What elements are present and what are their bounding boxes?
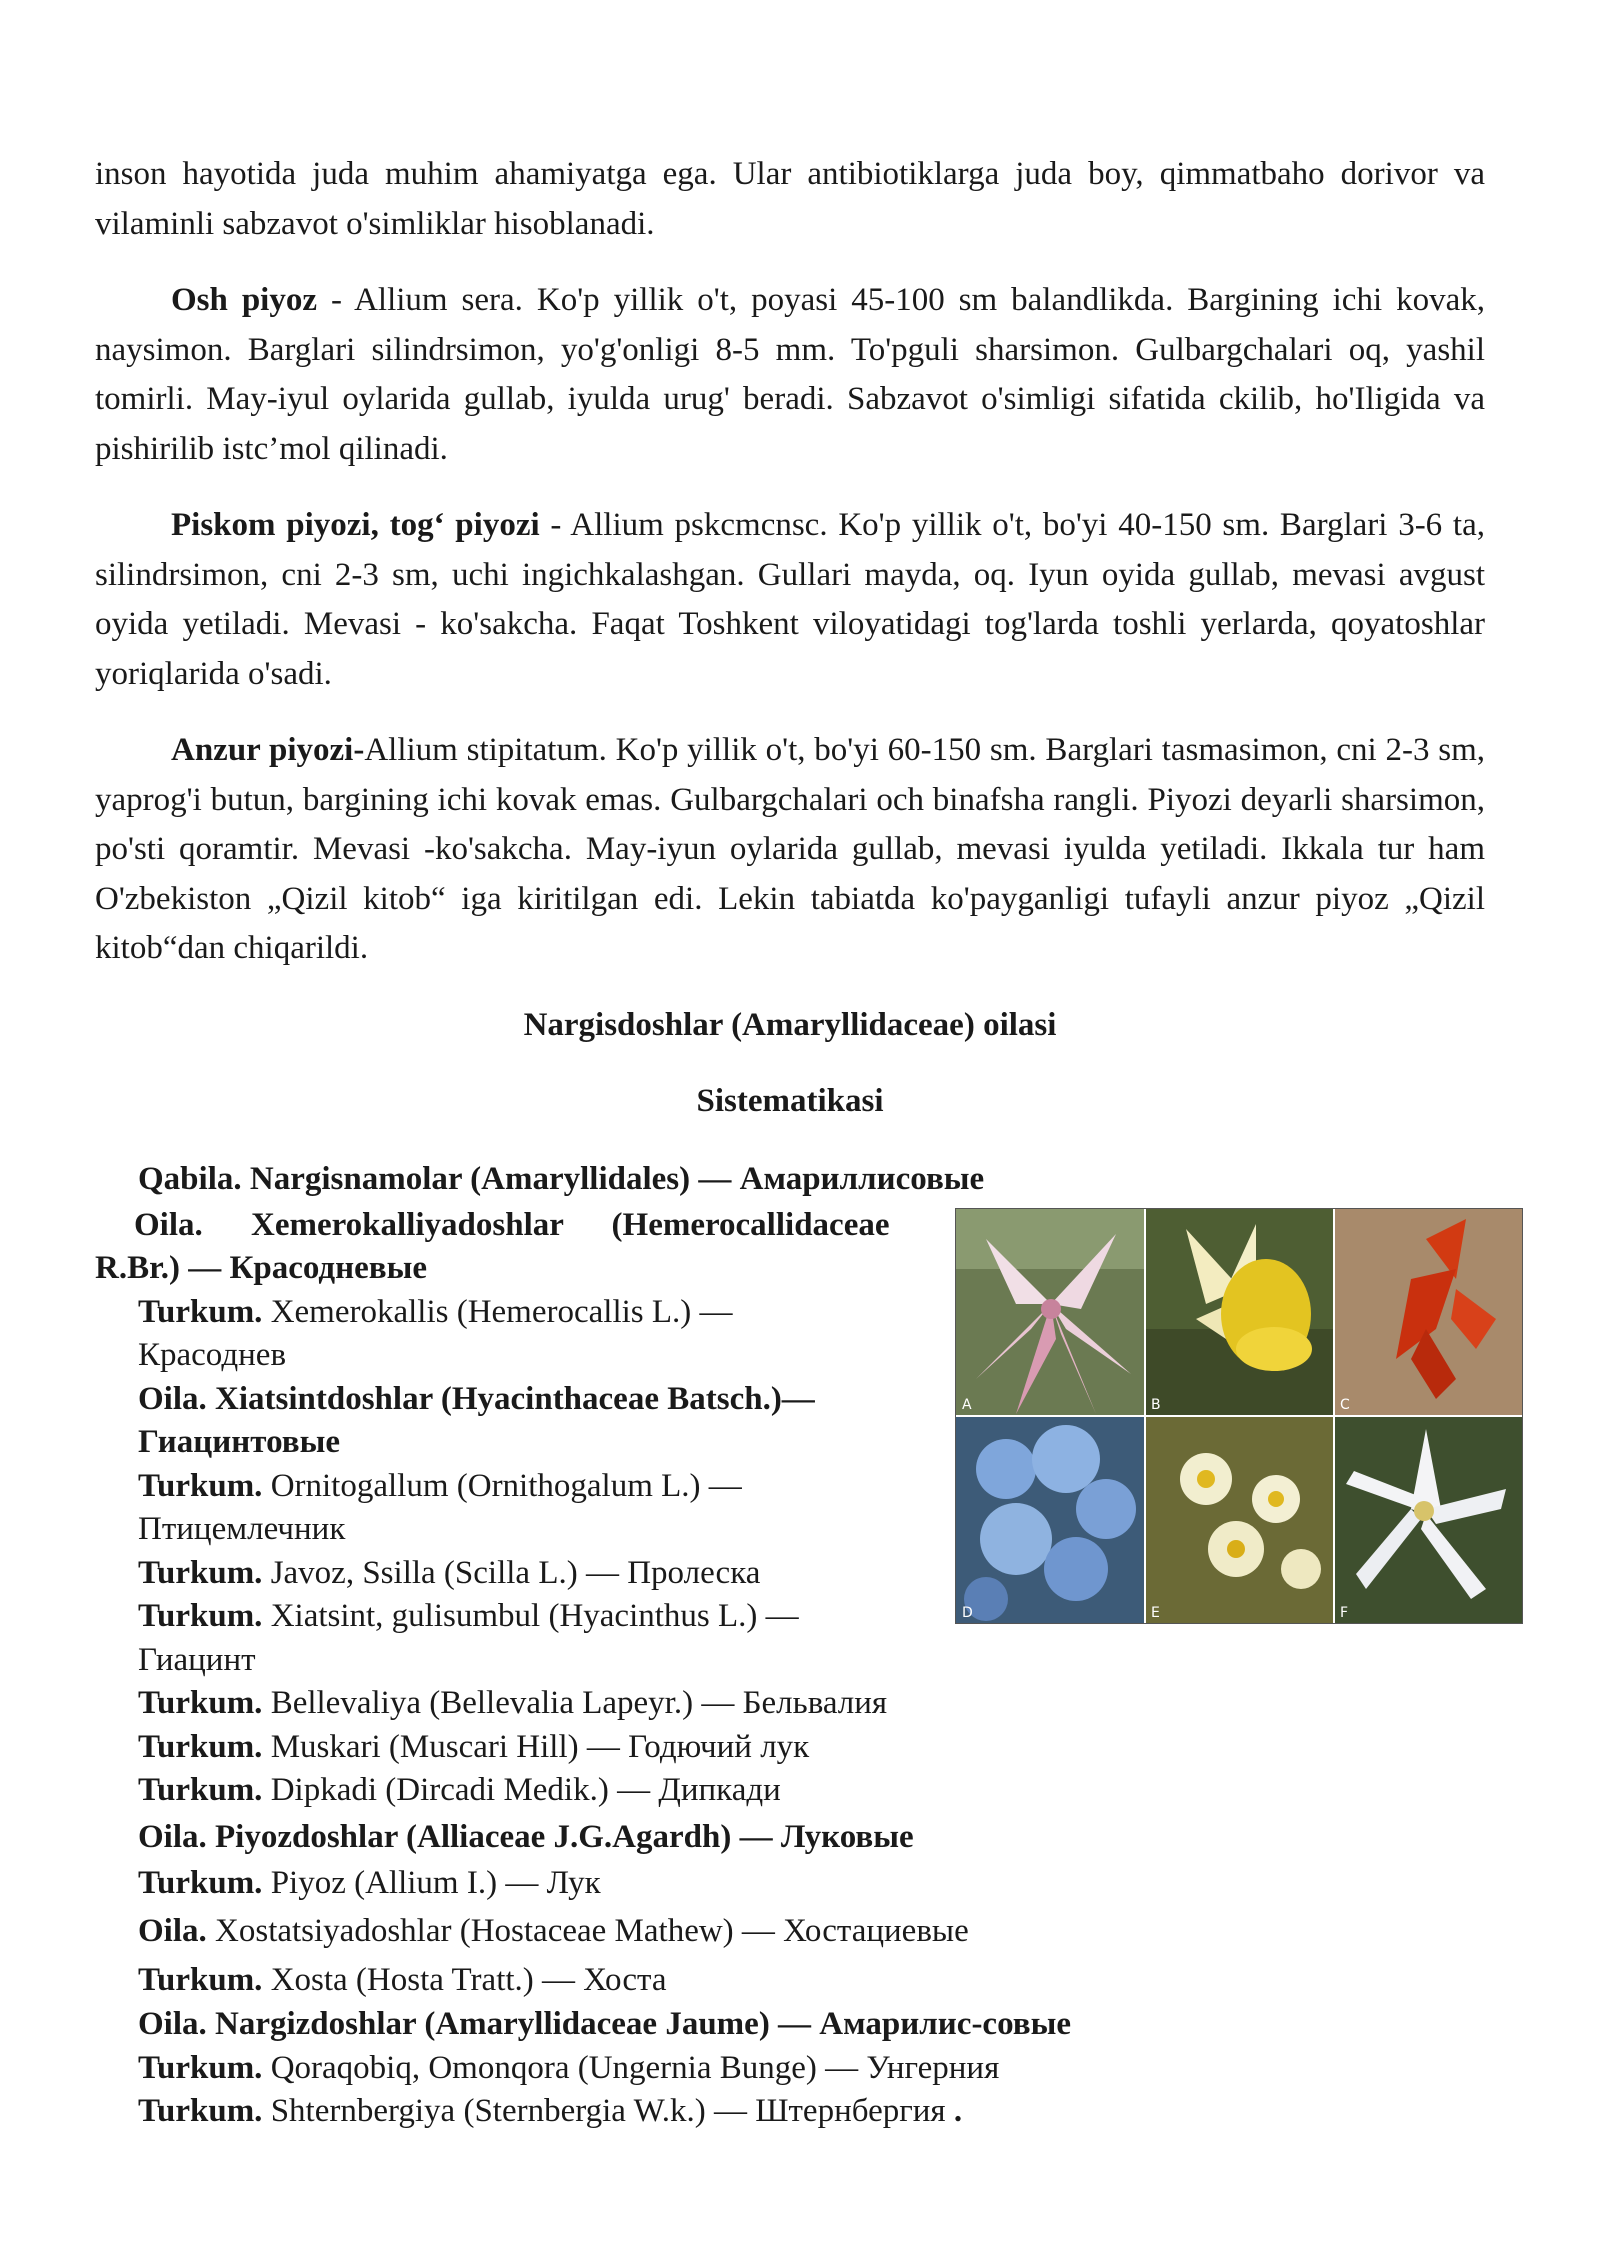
paragraph-anzur-piyozi-text: Allium stipitatum. Ko'p yillik o't, bo'yi 60-150 sm. Barglari tasmasimon, cni 2-3 sm, yaprog'i butun, bargining ichi kovak emas. Gulbargchalari och binafsha rangli. Piyozi deyarli sharsimon, po'sti qoramtir. Mevasi -ko'sakcha. May-iyun oylarida gullab, mevasi iyulda yetiladi. Ikkala tur ham O'zbekiston „Qizil kitob“ iga kiritilgan edi. Lekin tabiatda ko'payganligi tufayli anzur piyoz „Qizil kitob“dan chiqarildi. [95, 732, 1486, 966]
taxon-oila-hyacinthaceae-cont: Гиацинтовые [138, 1424, 340, 1460]
photo-panel-e [1145, 1416, 1334, 1623]
turkum-label: Turkum. [138, 1685, 263, 1721]
turkum-text: Qoraqobiq, Omonqora (Ungernia Bunge) — Унгерния [262, 2049, 1000, 2086]
turkum-text: Piyoz (Allium I.) — Лук [262, 1864, 601, 1901]
turkum-label: Turkum. [138, 1728, 263, 1765]
taxon-turkum-hosta [95, 1957, 1485, 2003]
taxon-oila-alliaceae: Oila. Piyozdoshlar (Alliaceae J.G.Agardh) — Луковые [138, 1818, 914, 1855]
paragraph-osh-piyoz [95, 276, 1485, 474]
taxon-oila-amaryllidaceae [95, 2003, 1485, 2047]
oila-text: Xostatsiyadoshlar (Hostaceae Mathew) — Хостациевые [206, 1913, 969, 1949]
turkum-text: Xemerokallis (Hemerocallis L.) — [262, 1293, 733, 1330]
turkum-text: Bellevaliya (Bellevalia Lapeyr.) — Бельвалия [262, 1685, 888, 1721]
taxon-oila-hemerocallidaceae-line2: R.Br.) — Красодневые [95, 1250, 428, 1286]
turkum-label: Turkum. [138, 1554, 263, 1591]
photo-panel-a [956, 1209, 1145, 1416]
turkum-text: Dipkadi (Dircadi Medik.) — Дипкади [262, 1772, 781, 1808]
taxon-turkum-allium [95, 1862, 1485, 1906]
oila-label: Oila [138, 2006, 199, 2042]
term-piskom-piyozi: Piskom piyozi, tog‘ piyozi [171, 507, 540, 543]
taxon-turkum-hyacinthus-cont: Гиацинт [138, 1641, 256, 1678]
taxon-oila-hemerocallidaceae [95, 1204, 994, 1248]
family-heading: Nargisdoshlar (Amaryllidaceae) oilasi [523, 1006, 1057, 1043]
taxon-oila-hemerocallidaceae-line1 [134, 1204, 955, 1248]
taxon-turkum-sternbergia [95, 2090, 1485, 2134]
taxon-turkum-ungernia [95, 2047, 1485, 2091]
photo-label-f: F [1340, 1604, 1349, 1621]
photo-panel-c [1334, 1209, 1522, 1416]
taxon-turkum-hemerocallis-cont: Красоднев [138, 1337, 287, 1373]
taxon-turkum-muscari [95, 1726, 1485, 1770]
taxon-qabila: Qabila. Nargisnamolar (Amaryllidales) — Амариллисовые [138, 1160, 985, 1197]
flower-photo-svg [956, 1209, 1522, 1623]
photo-label-c: C [1340, 1396, 1350, 1413]
turkum-text: Ornitogallum (Ornithogalum L.) — [262, 1467, 742, 1504]
taxon-turkum-dipcadi [95, 1769, 1485, 1813]
turkum-label: Turkum. [138, 1598, 263, 1634]
turkum-text: Muskari (Muscari Hill) — Годючий лук [262, 1728, 810, 1765]
taxon-oila-hemerocallidaceae-text: Oila. Xemerokalliyadoshlar (Hemerocallidaceae [134, 1206, 890, 1243]
turkum-label: Turkum. [138, 1962, 263, 1998]
taxon-turkum-bellevalia [95, 1682, 1485, 1726]
photo-label-d: D [962, 1604, 973, 1621]
paragraph-piskom-piyozi-text: - Allium pskcmcnsc. Ko'p yillik o't, bo'yi 40-150 sm. Barglari 3-6 ta, silindrsimon, cni 2-3 sm, uchi ingichkalashgan. Gullari mayda, oq. Iyun oyida gullab, mevasi avgust oyida yetiladi. Mevasi - ko'sakcha. Faqat Toshkent viloyatidagi tog'larda toshli yerlarda, qoyatoshlar yoriqlarida o'sadi. [95, 507, 1485, 692]
photo-panel-b [1145, 1209, 1334, 1416]
turkum-text: Xosta (Hosta Tratt.) — Хоста [262, 1962, 667, 1998]
turkum-label: Turkum. [138, 2049, 263, 2086]
photo-label-a: A [962, 1396, 972, 1413]
paragraph-anzur-piyozi [95, 726, 1485, 974]
term-anzur-piyozi: Anzur piyozi- [171, 732, 365, 768]
turkum-label: Turkum. [138, 1467, 263, 1504]
term-osh-piyoz: Osh piyoz [171, 282, 317, 318]
photo-label-b: B [1151, 1396, 1161, 1413]
turkum-label: Turkum. [138, 2093, 263, 2129]
taxon-oila-hostaceae [95, 1905, 1485, 1957]
flower-photo-grid [955, 1208, 1523, 1624]
turkum-text: Shternbergiya (Sternbergia W.k.) — Штернбергия [262, 2093, 946, 2129]
turkum-label: Turkum. [138, 1293, 263, 1330]
turkum-text: Javoz, Ssilla (Scilla L.) — Пролеска [262, 1554, 761, 1591]
taxon-oila-hyacinthaceae: Oila. Xiatsintdoshlar (Hyacinthaceae Batsch.)— [138, 1380, 815, 1417]
photo-panel-f [1334, 1416, 1522, 1623]
taxonomy-list [95, 1154, 1485, 2134]
turkum-end-mark: . [945, 2093, 963, 2129]
turkum-label: Turkum. [138, 1864, 263, 1901]
systematics-heading: Sistematikasi [696, 1083, 884, 1119]
oila-label: Oila. [138, 1913, 207, 1949]
document-page [95, 150, 1485, 2134]
photo-panel-d [956, 1416, 1145, 1623]
turkum-label: Turkum. [138, 1772, 263, 1808]
paragraph-intro [95, 150, 1485, 249]
turkum-text: Xiatsint, gulisumbul (Hyacinthus L.) — [262, 1598, 799, 1634]
paragraph-intro-text: inson hayotida juda muhim ahamiyatga ega. Ular antibiotiklarga juda boy, qimmatbaho dorivor va vilaminli sabzavot o'simliklar hisoblanadi. [95, 156, 1485, 242]
paragraph-osh-piyoz-text: - Allium sera. Ko'p yillik o't, poyasi 45-100 sm balandlikda. Bargining ichi kovak, naysimon. Barglari silindrsimon, yo'g'onligi 8-5 mm. To'pguli sharsimon. Gulbargchalari oq, yashil tomirli. May-iyul oylarida gullab, iyulda urug' beradi. Sabzavot o'simligi sifatida ckilib, ho'Iligida va pishirilib istc’mol qilinadi. [95, 282, 1485, 467]
taxon-turkum-ornithogalum-cont: Птицемлечник [138, 1511, 346, 1547]
paragraph-piskom-piyozi [95, 501, 1485, 699]
oila-text: . Nargizdoshlar (Amaryllidaceae Jaume) — Амарилис-совые [198, 2006, 1071, 2042]
photo-label-e: E [1151, 1604, 1160, 1621]
